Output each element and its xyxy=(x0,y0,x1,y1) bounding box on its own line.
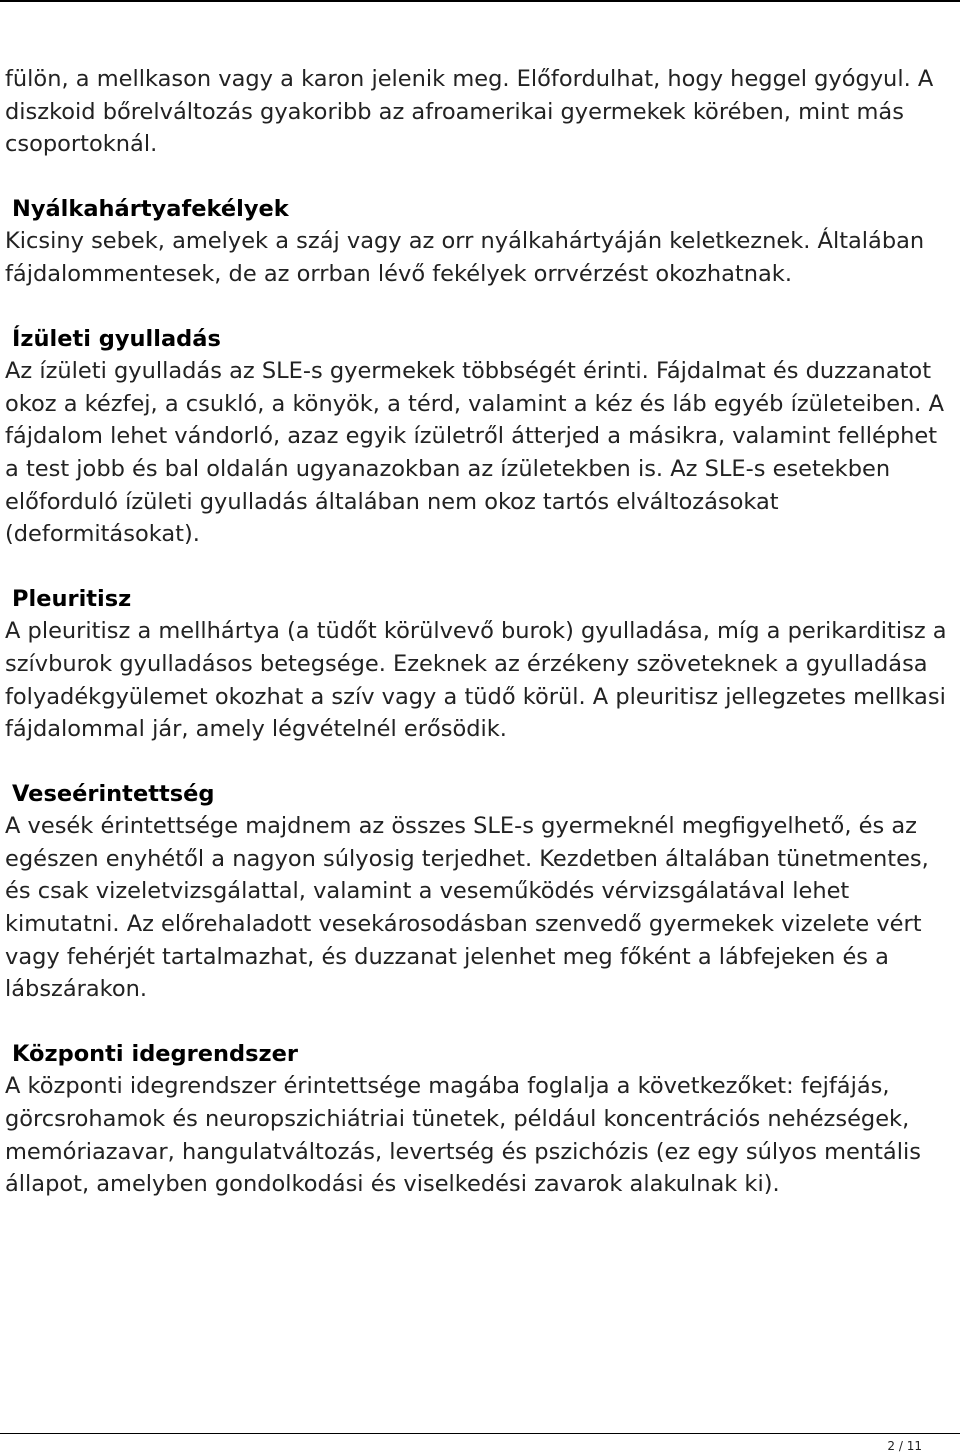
section-heading: Központi idegrendszer xyxy=(12,1040,298,1067)
section-heading: Nyálkahártyafekélyek xyxy=(12,195,289,222)
section-paragraph: A központi idegrendszer érintettsége magába foglalja a következőket: fejfájás, görcsrohamok és neuropszichiátriai tünetek, például koncentrációs nehézségek, memóriazavar, hangulatváltozás, levertség és pszichózis (ez egy súlyos mentális állapot, amelyben gondolkodási és viselkedési zavarok alakulnak ki). xyxy=(5,1073,921,1198)
section-nyalkahartyafekelyek xyxy=(5,193,953,291)
section-paragraph: Az ízületi gyulladás az SLE-s gyermekek többségét érinti. Fájdalmat és duzzanatot okoz a kézfej, a csukló, a könyök, a térd, valamint a kéz és láb egyéb ízületeiben. A fájdalom lehet vándorló, azaz egyik ízületről átterjed a másikra, valamint felléphet a test jobb és bal oldalán ugyanazokban az ízületekben is. Az SLE-s esetekben előforduló ízületi gyulladás általában nem okoz tartós elváltozásokat (deformitásokat). xyxy=(5,358,945,548)
section-heading: Veseérintettség xyxy=(12,780,215,807)
document-body xyxy=(5,63,953,1201)
page-number: 2 / 11 xyxy=(887,1439,922,1453)
section-heading: Ízületi gyulladás xyxy=(12,325,221,352)
section-heading: Pleuritisz xyxy=(12,585,132,612)
section-paragraph: A vesék érintettsége majdnem az összes SLE-s gyermeknél megfigyelhető, és az egészen enyhétől a nagyon súlyosig terjedhet. Kezdetben általában tünetmentes, és csak vizeletvizsgálattal, valamint a veseműködés vérvizsgálatával lehet kimutatni. Az előrehaladott vesekárosodásban szenvedő gyermekek vizelete vért vagy fehérjét tartalmazhat, és duzzanat jelenhet meg főként a lábfejeken és a lábszárakon. xyxy=(5,813,929,1003)
section-izuleti-gyulladas xyxy=(5,323,953,551)
section-paragraph: A pleuritisz a mellhártya (a tüdőt körülvevő burok) gyulladása, míg a perikarditisz a szívburok gyulladásos betegsége. Ezeknek az érzékeny szöveteknek a gyulladása folyadékgyülemet okozhat a szív vagy a tüdő körül. A pleuritisz jellegzetes mellkasi fájdalommal jár, amely légvételnél erősödik. xyxy=(5,618,947,743)
section-kozponti-idegrendszer xyxy=(5,1038,953,1201)
intro-paragraph: fülön, a mellkason vagy a karon jelenik meg. Előfordulhat, hogy heggel gyógyul. A diszkoid bőrelváltozás gyakoribb az afroamerikai gyermekek körében, mint más csoportoknál. xyxy=(5,66,934,158)
section-pleuritisz xyxy=(5,583,953,746)
footer-rule xyxy=(0,1433,960,1434)
section-veseerintettseg xyxy=(5,778,953,1006)
section-paragraph: Kicsiny sebek, amelyek a száj vagy az orr nyálkahártyáján keletkeznek. Általában fájdalommentesek, de az orrban lévő fekélyek orrvérzést okozhatnak. xyxy=(5,228,925,287)
top-rule xyxy=(0,0,960,2)
